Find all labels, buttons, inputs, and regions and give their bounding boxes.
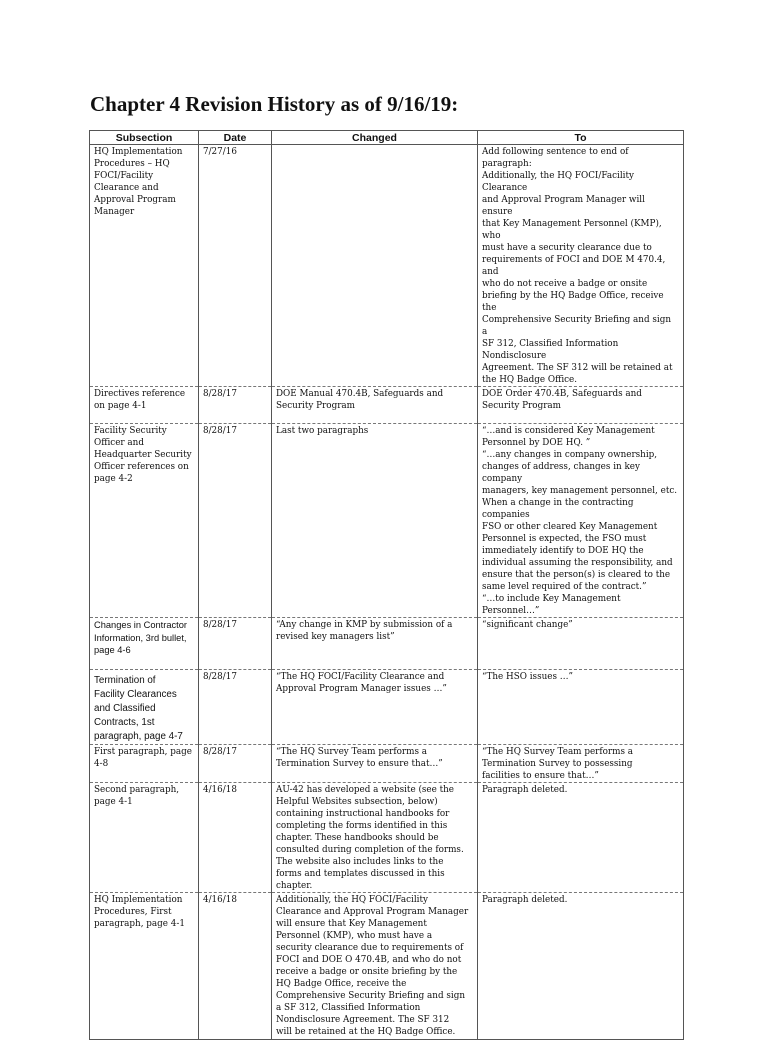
cell-subsection — [90, 893, 199, 1040]
cell-subsection — [90, 145, 199, 387]
cell-text-line: “…and is considered Key Management — [482, 426, 655, 436]
cell-text-line: Approval Program Manager issues …” — [276, 684, 447, 694]
cell-text-line: on page 4-1 — [94, 401, 147, 411]
cell-to — [478, 387, 684, 424]
cell-text-line: Facility Security — [94, 426, 167, 436]
cell-text-line: individual assuming the responsibility, and — [482, 558, 673, 568]
cell-text-line: When a change in the contracting companies — [482, 498, 634, 520]
cell-text-line: consulted during completion of the forms. — [276, 845, 464, 855]
cell-changed — [272, 424, 478, 618]
cell-date — [199, 893, 272, 1040]
cell-text-line: “…to include Key Management — [482, 594, 621, 604]
cell-text-line: Second paragraph, — [94, 785, 180, 795]
cell-text-line: Security Program — [276, 401, 355, 411]
cell-text-line: Procedures, First — [94, 907, 172, 917]
cell-to — [478, 670, 684, 745]
cell-text-line: 4/16/18 — [203, 785, 237, 795]
table-row — [90, 387, 684, 424]
cell-text-line: Termination Survey to possessing — [482, 759, 633, 769]
table-row — [90, 145, 684, 387]
cell-changed — [272, 893, 478, 1040]
column-header-changed: Changed — [272, 131, 478, 145]
cell-text-line: Paragraph deleted. — [482, 785, 568, 795]
cell-text-line: ensure that the person(s) is cleared to the — [482, 570, 671, 580]
cell-text-line: Comprehensive Security Briefing and sign — [276, 991, 466, 1001]
cell-to — [478, 424, 684, 618]
cell-text-line: Additionally, the HQ FOCI/Facility — [276, 895, 428, 905]
cell-text-line: “Any change in KMP by submission of a — [276, 620, 453, 630]
cell-text-line: forms and templates discussed in this — [276, 869, 445, 879]
cell-text-line: 8/28/17 — [203, 747, 237, 757]
cell-to — [478, 783, 684, 893]
cell-to — [478, 618, 684, 670]
cell-text-line: Manager — [94, 207, 135, 217]
cell-text-line: immediately identify to DOE HQ the — [482, 546, 644, 556]
cell-to — [478, 745, 684, 783]
cell-text-line: page 4-2 — [94, 474, 133, 484]
cell-text-line: 8/28/17 — [203, 426, 237, 436]
cell-text-line: Headquarter Security — [94, 450, 192, 460]
cell-subsection — [90, 387, 199, 424]
revision-history-table — [89, 130, 684, 1040]
cell-text-line: “The HQ Survey Team performs a — [482, 747, 634, 757]
table-row — [90, 745, 684, 783]
cell-changed — [272, 783, 478, 893]
cell-date — [199, 783, 272, 893]
cell-text-line: DOE Order 470.4B, Safeguards and — [482, 389, 642, 399]
cell-text-line: Officer references on — [94, 462, 189, 472]
cell-text-line: SF 312, Classified Information Nondisclosure — [482, 339, 619, 361]
cell-text-line: Clearance and Approval Program Manager — [276, 907, 469, 917]
cell-text-line: FOCI and DOE O 470.4B, and who do not — [276, 955, 462, 965]
cell-subsection — [90, 745, 199, 783]
cell-text-line: Add following sentence to end of paragraph: — [482, 147, 629, 169]
cell-date — [199, 145, 272, 387]
table-body — [90, 145, 684, 1040]
cell-date — [199, 618, 272, 670]
cell-date — [199, 670, 272, 745]
cell-text-line: 8/28/17 — [203, 389, 237, 399]
cell-text-line: Termination of — [94, 675, 156, 686]
cell-text-line: Facility Clearances — [94, 689, 177, 700]
cell-text-line: The website also includes links to the — [276, 857, 444, 867]
cell-to — [478, 893, 684, 1040]
cell-text-line: paragraph, page 4-7 — [94, 731, 183, 742]
cell-text-line: AU-42 has developed a website (see the — [276, 785, 455, 795]
cell-text-line: Nondisclosure Agreement. The SF 312 — [276, 1015, 450, 1025]
table-row — [90, 783, 684, 893]
cell-subsection — [90, 424, 199, 618]
cell-text-line: changes of address, changes in key company — [482, 462, 640, 484]
cell-text-line: Paragraph deleted. — [482, 895, 568, 905]
cell-text-line: Security Program — [482, 401, 561, 411]
cell-text-line: HQ Implementation — [94, 895, 183, 905]
cell-text-line: Procedures – HQ — [94, 159, 170, 169]
cell-text-line: First paragraph, page — [94, 747, 192, 757]
column-header-subsection: Subsection — [90, 131, 199, 145]
page-title: Chapter 4 Revision History as of 9/16/19: — [90, 92, 459, 116]
cell-text-line: security clearance due to requirements of — [276, 943, 464, 953]
cell-changed — [272, 387, 478, 424]
cell-text-line: “…any changes in company ownership, — [482, 450, 658, 460]
cell-text-line: HQ Implementation — [94, 147, 183, 157]
cell-changed — [272, 670, 478, 745]
cell-text-line: Information, 3rd bullet, — [94, 632, 187, 643]
cell-text-line: FSO or other cleared Key Management — [482, 522, 658, 532]
cell-date — [199, 745, 272, 783]
cell-subsection — [90, 783, 199, 893]
table-row — [90, 424, 684, 618]
cell-text-line: Approval Program — [94, 195, 176, 205]
cell-text-line: who do not receive a badge or onsite — [482, 279, 648, 289]
cell-text-line: must have a security clearance due to — [482, 243, 652, 253]
cell-text-line: “The HQ FOCI/Facility Clearance and — [276, 672, 445, 682]
cell-text-line: 7/27/16 — [203, 147, 237, 157]
cell-text-line: receive a badge or onsite briefing by the — [276, 967, 458, 977]
column-header-date: Date — [199, 131, 272, 145]
cell-text-line: that Key Management Personnel (KMP), who — [482, 219, 662, 241]
cell-text-line: the HQ Badge Office. — [482, 375, 578, 385]
cell-to — [478, 145, 684, 387]
column-header-to: To — [478, 131, 684, 145]
cell-text-line: Personnel…” — [482, 606, 540, 616]
cell-text-line: Last two paragraphs — [276, 426, 369, 436]
cell-text-line: HQ Badge Office, receive the — [276, 979, 407, 989]
cell-text-line: Personnel by DOE HQ. ” — [482, 438, 591, 448]
cell-text-line: a SF 312, Classified Information — [276, 1003, 421, 1013]
cell-text-line: chapter. These handbooks should be — [276, 833, 439, 843]
cell-text-line: FOCI/Facility — [94, 171, 154, 181]
cell-text-line: Helpful Websites subsection, below) — [276, 797, 438, 807]
table-header-row — [90, 131, 684, 145]
cell-subsection — [90, 670, 199, 745]
cell-date — [199, 424, 272, 618]
cell-text-line: completing the forms identified in this — [276, 821, 448, 831]
cell-changed — [272, 745, 478, 783]
cell-text-line: Agreement. The SF 312 will be retained at — [482, 363, 673, 373]
cell-text-line: Contracts, 1st — [94, 717, 155, 728]
table-row — [90, 670, 684, 745]
cell-text-line: page 4-1 — [94, 797, 133, 807]
cell-text-line: facilities to ensure that…” — [482, 771, 599, 781]
cell-text-line: Termination Survey to ensure that…” — [276, 759, 443, 769]
cell-text-line: DOE Manual 470.4B, Safeguards and — [276, 389, 444, 399]
cell-text-line: page 4-6 — [94, 645, 131, 656]
cell-text-line: will ensure that Key Management — [276, 919, 427, 929]
cell-text-line: “significant change” — [482, 620, 573, 630]
cell-text-line: Officer and — [94, 438, 144, 448]
cell-text-line: Additionally, the HQ FOCI/Facility Clearance — [482, 171, 634, 193]
cell-text-line: Comprehensive Security Briefing and sign a — [482, 315, 672, 337]
cell-text-line: 4-8 — [94, 759, 109, 769]
cell-text-line: chapter. — [276, 881, 313, 891]
cell-text-line: 4/16/18 — [203, 895, 237, 905]
cell-subsection — [90, 618, 199, 670]
cell-text-line: Personnel (KMP), who must have a — [276, 931, 433, 941]
cell-changed — [272, 145, 478, 387]
cell-text-line: revised key managers list” — [276, 632, 395, 642]
cell-text-line: and Approval Program Manager will ensure — [482, 195, 645, 217]
cell-text-line: paragraph, page 4-1 — [94, 919, 185, 929]
cell-text-line: briefing by the HQ Badge Office, receive the — [482, 291, 664, 313]
cell-text-line: Personnel is expected, the FSO must — [482, 534, 647, 544]
cell-text-line: 8/28/17 — [203, 620, 237, 630]
cell-changed — [272, 618, 478, 670]
table-row — [90, 893, 684, 1040]
cell-text-line: 8/28/17 — [203, 672, 237, 682]
cell-text-line: requirements of FOCI and DOE M 470.4, and — [482, 255, 666, 277]
cell-text-line: same level required of the contract.” — [482, 582, 647, 592]
cell-text-line: Directives reference — [94, 389, 186, 399]
cell-text-line: Changes in Contractor — [94, 620, 188, 630]
table-row — [90, 618, 684, 670]
cell-text-line: containing instructional handbooks for — [276, 809, 450, 819]
cell-text-line: and Classified — [94, 703, 156, 714]
cell-text-line: managers, key management personnel, etc. — [482, 486, 678, 496]
cell-text-line: Clearance and — [94, 183, 159, 193]
cell-text-line: “The HSO issues …” — [482, 672, 574, 682]
cell-date — [199, 387, 272, 424]
cell-text-line: “The HQ Survey Team performs a — [276, 747, 428, 757]
cell-text-line: will be retained at the HQ Badge Office. — [276, 1027, 456, 1037]
